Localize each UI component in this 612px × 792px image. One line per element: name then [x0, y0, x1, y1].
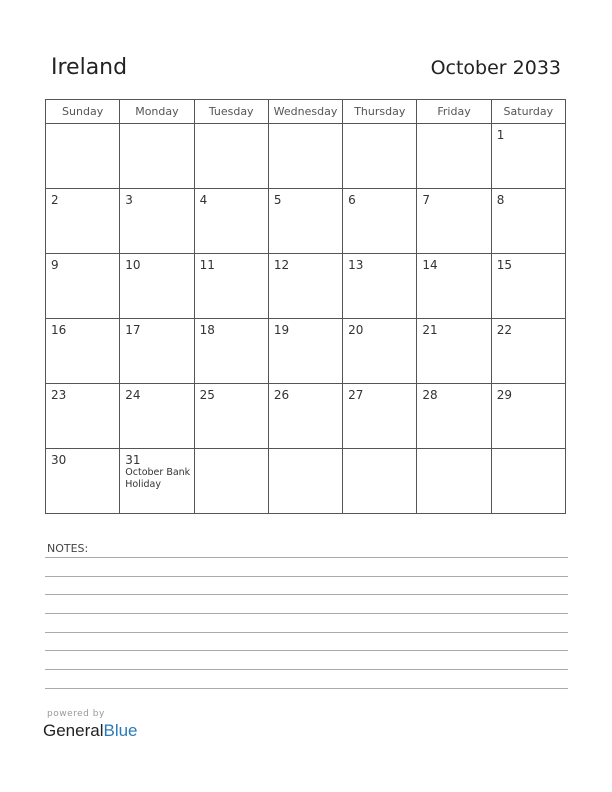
- note-line: [45, 669, 568, 670]
- day-number: [269, 449, 342, 453]
- day-cell: [343, 254, 417, 319]
- day-cell: [268, 189, 342, 254]
- day-cell: [194, 254, 268, 319]
- day-number: 29: [496, 388, 512, 402]
- day-cell: [46, 319, 120, 384]
- day-number: [195, 449, 268, 453]
- day-cell: [194, 384, 268, 449]
- note-line: [45, 576, 568, 577]
- day-number: 8: [496, 193, 505, 207]
- day-number: 19: [273, 323, 290, 337]
- day-cell: [46, 189, 120, 254]
- day-number: [195, 124, 268, 128]
- day-cell: [417, 449, 491, 514]
- day-number: 17: [125, 323, 141, 337]
- day-number: [269, 124, 342, 128]
- note-line: [45, 557, 568, 558]
- day-cell: [491, 189, 565, 254]
- day-number: 28: [422, 388, 438, 402]
- week-row: [46, 449, 566, 514]
- day-number: 9: [51, 258, 59, 272]
- weekday-tuesday: Tuesday: [194, 100, 268, 124]
- day-cell: [343, 189, 417, 254]
- weekday-thursday: Thursday: [343, 100, 417, 124]
- notes-label: NOTES:: [47, 542, 89, 555]
- day-number: 26: [273, 388, 290, 402]
- weekday-sunday: Sunday: [46, 100, 120, 124]
- day-cell: [120, 384, 194, 449]
- holiday-label: October Bank Holiday: [125, 467, 191, 490]
- day-cell: [343, 449, 417, 514]
- day-cell: [120, 449, 194, 514]
- day-cell: [120, 254, 194, 319]
- note-line: [45, 688, 568, 689]
- weekday-monday: Monday: [120, 100, 194, 124]
- day-cell: [268, 384, 342, 449]
- note-line: [45, 632, 568, 633]
- day-cell: [491, 384, 565, 449]
- brand-logo: [43, 721, 138, 741]
- day-cell: [417, 384, 491, 449]
- day-number: 4: [199, 193, 208, 207]
- day-cell: [491, 124, 565, 189]
- day-cell: [194, 124, 268, 189]
- powered-by-text: powered by: [47, 709, 105, 719]
- day-number: 10: [125, 258, 141, 272]
- week-row: [46, 319, 566, 384]
- day-cell: [491, 319, 565, 384]
- day-cell: [417, 254, 491, 319]
- day-cell: [46, 254, 120, 319]
- day-cell: [491, 254, 565, 319]
- day-cell: [491, 449, 565, 514]
- note-line: [45, 594, 568, 595]
- day-cell: [194, 449, 268, 514]
- day-number: 12: [273, 258, 290, 272]
- day-number: 18: [199, 323, 215, 337]
- day-cell: [194, 319, 268, 384]
- day-number: 20: [348, 323, 364, 337]
- day-number: 6: [348, 193, 356, 207]
- day-cell: [268, 319, 342, 384]
- brand-name-general: General: [43, 721, 104, 740]
- day-number: [120, 124, 193, 128]
- day-number: 27: [348, 388, 364, 402]
- day-number: 13: [348, 258, 364, 272]
- day-cell: [46, 449, 120, 514]
- day-cell: [343, 384, 417, 449]
- day-number: 2: [51, 193, 59, 207]
- day-number: 16: [51, 323, 67, 337]
- day-cell: [120, 124, 194, 189]
- day-number: 5: [273, 193, 282, 207]
- weekday-wednesday: Wednesday: [268, 100, 342, 124]
- day-number: [417, 449, 490, 453]
- day-number: [417, 124, 490, 128]
- day-cell: [120, 189, 194, 254]
- day-number: 7: [422, 193, 431, 207]
- day-number: 25: [199, 388, 215, 402]
- day-number: 30: [51, 453, 67, 467]
- day-cell: [46, 384, 120, 449]
- weekday-friday: Friday: [417, 100, 491, 124]
- day-cell: [417, 319, 491, 384]
- day-number: 31: [125, 453, 141, 467]
- day-cell: [343, 124, 417, 189]
- day-number: 1: [496, 128, 505, 142]
- day-number: 21: [422, 323, 438, 337]
- weekday-header-row: [46, 100, 566, 124]
- country-title: Ireland: [51, 55, 128, 80]
- day-cell: [417, 124, 491, 189]
- day-number: [492, 449, 565, 453]
- week-row: [46, 124, 566, 189]
- day-cell: [120, 319, 194, 384]
- day-cell: [343, 319, 417, 384]
- day-number: 14: [422, 258, 438, 272]
- day-number: [343, 449, 416, 453]
- week-row: [46, 384, 566, 449]
- day-cell: [194, 189, 268, 254]
- week-row: [46, 254, 566, 319]
- day-number: [343, 124, 416, 128]
- weekday-saturday: Saturday: [491, 100, 565, 124]
- day-cell: [268, 124, 342, 189]
- day-cell: [417, 189, 491, 254]
- day-number: 24: [125, 388, 141, 402]
- day-cell: [268, 449, 342, 514]
- day-number: 3: [125, 193, 133, 207]
- note-line: [45, 613, 568, 614]
- brand-name-blue: Blue: [103, 721, 138, 740]
- day-number: 11: [199, 258, 215, 272]
- calendar-grid: [45, 99, 566, 514]
- day-number: 23: [51, 388, 67, 402]
- day-cell: [268, 254, 342, 319]
- note-line: [45, 650, 568, 651]
- day-number: [46, 124, 119, 128]
- day-number: 22: [496, 323, 512, 337]
- month-year-title: October 2033: [430, 57, 561, 79]
- day-cell: [46, 124, 120, 189]
- week-row: [46, 189, 566, 254]
- day-number: 15: [496, 258, 512, 272]
